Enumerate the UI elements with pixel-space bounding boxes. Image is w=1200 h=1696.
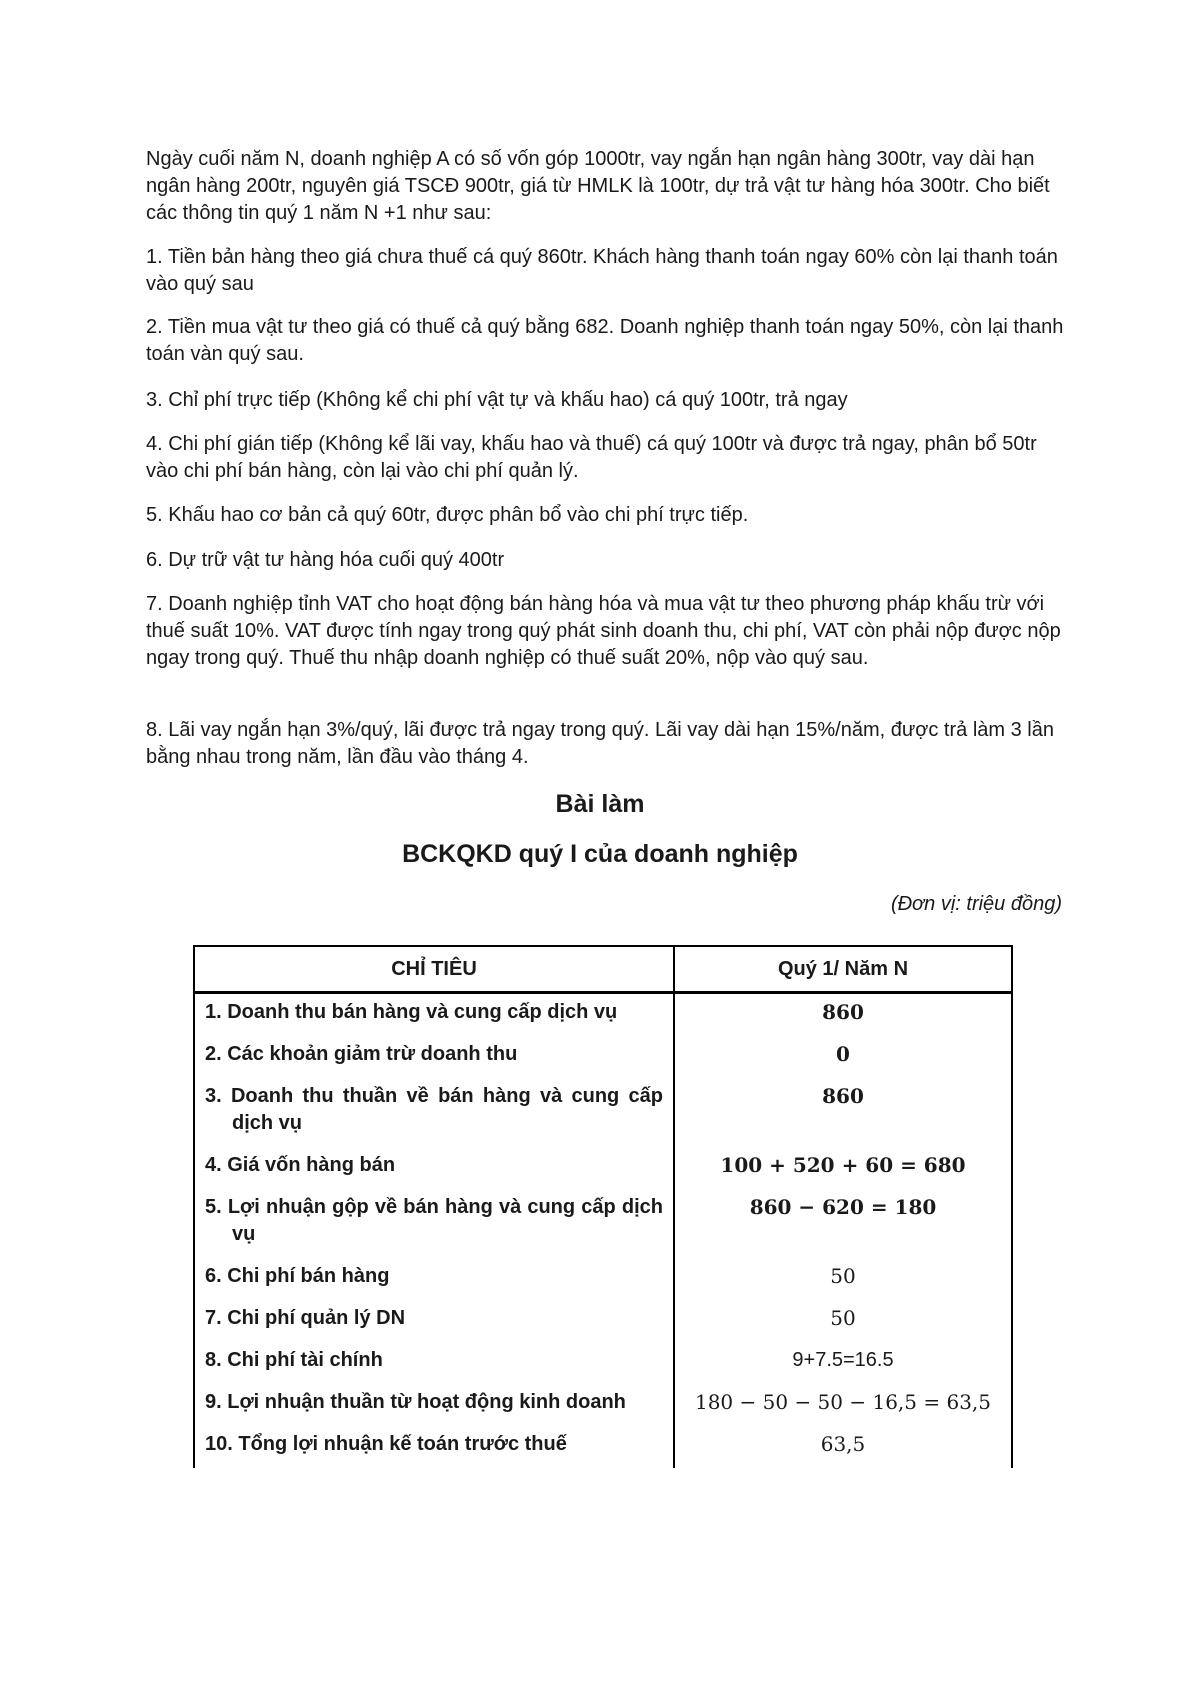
row-value: 180 − 50 − 50 − 16,5 = 63,5 <box>674 1384 1012 1426</box>
solution-title: Bài làm <box>555 790 645 818</box>
row-label: 6. Chi phí bán hàng <box>194 1258 674 1300</box>
row-label <box>194 1078 674 1147</box>
row-value: 0 <box>674 1036 1012 1078</box>
table-header-row <box>194 946 1012 993</box>
row-value: 860 <box>674 1078 1012 1147</box>
table-row <box>194 1342 1012 1384</box>
row-label: 4. Giá vốn hàng bán <box>194 1147 674 1189</box>
row-label: 9. Lợi nhuận thuần từ hoạt động kinh doanh <box>194 1384 674 1426</box>
problem-item-5: 5. Khấu hao cơ bản cả quý 60tr, được phân bổ vào chi phí trực tiếp. <box>146 504 749 526</box>
table-row <box>194 1300 1012 1342</box>
table-row <box>194 1078 1012 1147</box>
problem-item-1: 1. Tiền bản hàng theo giá chưa thuế cá quý 860tr. Khách hàng thanh toán ngay 60% còn lại thanh toán vào quý sau <box>146 246 1058 295</box>
row-label: 7. Chi phí quản lý DN <box>194 1300 674 1342</box>
problem-item-3: 3. Chỉ phí trực tiếp (Không kể chi phí vật tự và khấu hao) cá quý 100tr, trả ngay <box>146 389 848 411</box>
row-label-text: 3. Doanh thu thuần về bán hàng và cung cấp dịch vụ <box>205 1085 663 1134</box>
problem-item-6: 6. Dự trữ vật tư hàng hóa cuối quý 400tr <box>146 549 505 571</box>
table-row <box>194 1384 1012 1426</box>
problem-item-2: 2. Tiền mua vật tư theo giá có thuế cả quý bằng 682. Doanh nghiệp thanh toán ngay 50%, còn lại thanh toán vàn quý sau. <box>146 316 1064 365</box>
table-row <box>194 1147 1012 1189</box>
row-value: 860 <box>674 993 1012 1037</box>
row-label <box>194 1189 674 1258</box>
row-label: 8. Chi phí tài chính <box>194 1342 674 1384</box>
row-label: 2. Các khoản giảm trừ doanh thu <box>194 1036 674 1078</box>
row-label: 1. Doanh thu bán hàng và cung cấp dịch vụ <box>194 993 674 1037</box>
unit-note: (Đơn vị: triệu đồng) <box>890 893 1062 915</box>
problem-item-7: 7. Doanh nghiệp tỉnh VAT cho hoạt động bán hàng hóa và mua vật tư theo phương pháp khấu trừ với thuế suất 10%. VAT được tính ngay trong quý phát sinh doanh thu, chi phí, VAT còn phải nộp được nộp ngay trong quý. Thuế thu nhập doanh nghiệp có thuế suất 20%, nộp vào quý sau. <box>146 593 1061 669</box>
row-value: 50 <box>674 1300 1012 1342</box>
row-value: 9+7.5=16.5 <box>674 1342 1012 1384</box>
table-row <box>194 993 1012 1037</box>
row-label-text: 5. Lợi nhuận gộp về bán hàng và cung cấp dịch vụ <box>205 1196 663 1245</box>
header-period: Quý 1/ Năm N <box>674 946 1012 993</box>
row-value: 50 <box>674 1258 1012 1300</box>
problem-intro: Ngày cuối năm N, doanh nghiệp A có số vốn góp 1000tr, vay ngắn hạn ngân hàng 300tr, vay dài hạn ngân hàng 200tr, nguyên giá TSCĐ 900tr, giá từ HMLK là 100tr, dự trả vật tư hàng hóa 300tr. Cho biết các thông tin quý 1 năm N +1 như sau: <box>146 148 1050 224</box>
table-row <box>194 1258 1012 1300</box>
row-label: 10. Tổng lợi nhuận kế toán trước thuế <box>194 1426 674 1468</box>
row-value: 100 + 520 + 60 = 680 <box>674 1147 1012 1189</box>
header-indicator: CHỈ TIÊU <box>194 946 674 993</box>
problem-item-8: 8. Lãi vay ngắn hạn 3%/quý, lãi được trả ngay trong quý. Lãi vay dài hạn 15%/năm, được trả làm 3 lần bằng nhau trong năm, lần đầu vào tháng 4. <box>146 719 1054 768</box>
table-row <box>194 1036 1012 1078</box>
income-statement-table <box>193 945 1013 1468</box>
problem-item-4: 4. Chi phí gián tiếp (Không kể lãi vay, khấu hao và thuế) cá quý 100tr và được trả ngay, phân bổ 50tr vào chi phí bán hàng, còn lại vào chi phí quản lý. <box>146 433 1037 482</box>
row-value: 860 − 620 = 180 <box>674 1189 1012 1258</box>
table-row <box>194 1426 1012 1468</box>
table-row <box>194 1189 1012 1258</box>
row-value: 63,5 <box>674 1426 1012 1468</box>
report-title: BCKQKD quý I của doanh nghiệp <box>402 840 798 868</box>
